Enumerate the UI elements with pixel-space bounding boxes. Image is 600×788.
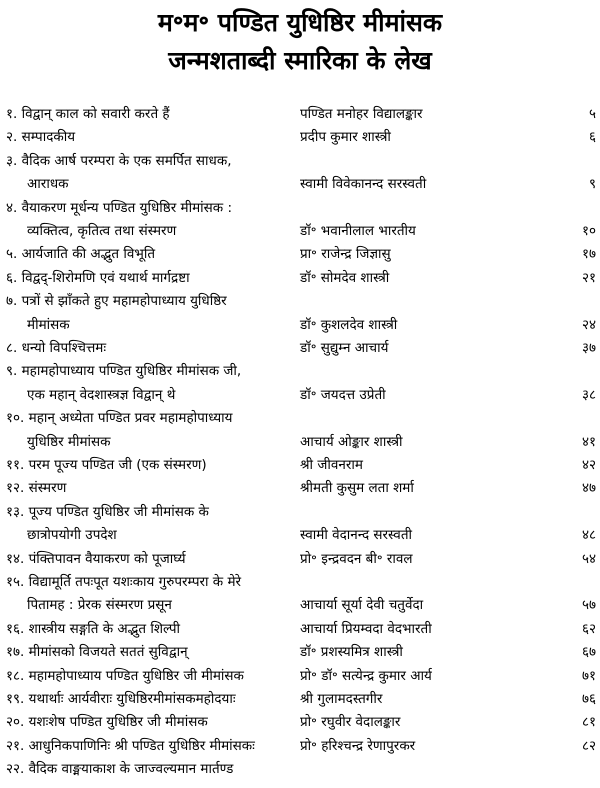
- article-title: ११. परम पूज्य पण्डित जी (एक संस्मरण): [6, 457, 207, 473]
- article-author: प्रा॰ राजेन्द्र जिज्ञासु: [300, 246, 391, 263]
- article-author: डॉ॰ भवानीलाल भारतीय: [300, 223, 416, 239]
- article-title: ४. वैयाकरण मूर्धन्य पण्डित युधिष्ठिर मीमांसक :: [6, 199, 233, 216]
- list-item: [0, 313, 600, 337]
- article-title: ९. महामहोपाध्याय पण्डित युधिष्ठिर मीमांसक जी,: [6, 363, 242, 380]
- article-author: प्रो॰ इन्द्रवदन बी॰ रावल: [300, 550, 413, 567]
- article-author: डॉ॰ सोमदेव शास्त्री: [300, 269, 390, 286]
- list-item: [0, 687, 600, 711]
- list-item: [0, 757, 600, 781]
- article-author: श्री गुलामदस्तगीर: [300, 691, 383, 707]
- article-title: १७. मीमांसको विजयते सततं सुविद्वान्: [6, 644, 188, 661]
- list-item: [0, 734, 600, 758]
- list-item: [0, 547, 600, 571]
- page-number: ४२: [581, 457, 596, 473]
- list-item: [0, 500, 600, 524]
- article-title: मीमांसक: [27, 316, 70, 333]
- list-item: [0, 617, 600, 641]
- page-number: ७१: [581, 667, 596, 684]
- list-item: [0, 664, 600, 688]
- article-author: प्रो॰ रघुवीर वेदालङ्कार: [300, 714, 401, 731]
- page-title: म॰म॰ पण्डित युधिष्ठिर मीमांसक: [157, 8, 443, 37]
- list-item: [0, 593, 600, 617]
- article-title: एक महान् वेदशास्त्रज्ञ विद्वान् थे: [27, 386, 176, 403]
- page-number: ५७: [581, 597, 596, 614]
- article-title: ८. धन्यो विपश्चित्तमः: [6, 340, 107, 356]
- article-title: १६. शास्त्रीय सङ्गति के अद्भुत शिल्पी: [6, 620, 181, 637]
- list-item: [0, 125, 600, 149]
- article-author: स्वामी विवेकानन्द सरस्वती: [300, 176, 427, 193]
- page-number: ७६: [581, 691, 596, 707]
- page-number: ३७: [581, 340, 596, 356]
- page-number: १०: [581, 223, 596, 239]
- page-number: ८२: [581, 737, 596, 754]
- list-item: [0, 430, 600, 454]
- list-item: [0, 149, 600, 173]
- article-author: श्रीमती कुसुम लता शर्मा: [300, 480, 414, 497]
- article-title: १. विद्वान् काल को सवारी करते हैं: [6, 106, 170, 122]
- page-subtitle: जन्मशताब्दी स्मारिका के लेख: [168, 46, 432, 75]
- article-title: ५. आर्यजाति की अद्भुत विभूति: [6, 246, 156, 263]
- article-title: २१. आधुनिकपाणिनिः श्री पण्डित युधिष्ठिर मीमांसकः: [6, 737, 255, 754]
- page-number: ९: [588, 176, 596, 193]
- list-item: [0, 172, 600, 196]
- list-item: [0, 289, 600, 313]
- article-title: व्यक्तित्व, कृतित्व तथा संस्मरण: [27, 223, 177, 239]
- article-author: स्वामी वेदानन्द सरस्वती: [300, 527, 413, 544]
- article-author: आचार्या प्रियम्वदा वेदभारती: [300, 620, 432, 637]
- article-title: २. सम्पादकीय: [6, 129, 76, 146]
- article-title: १९. यथार्थाः आर्यवीराः युधिष्ठिरमीमांसकमहोदयाः: [6, 691, 236, 707]
- article-author: डॉ॰ सुद्युम्न आचार्य: [300, 340, 389, 356]
- list-item: [0, 476, 600, 500]
- list-item: [0, 219, 600, 243]
- page-number: ६२: [581, 620, 596, 637]
- article-title: १८. महामहोपाध्याय पण्डित युधिष्ठिर जी मीमांसक: [6, 667, 244, 684]
- page-number: ६: [588, 129, 596, 146]
- article-title: १४. पंक्तिपावन वैयाकरण को पूजार्घ्य: [6, 550, 186, 567]
- article-author: डॉ॰ जयदत्त उप्रेती: [300, 386, 386, 403]
- article-author: डॉ॰ कुशलदेव शास्त्री: [300, 316, 398, 333]
- page-number: ४७: [581, 480, 596, 497]
- page-number: १७: [581, 246, 596, 263]
- article-author: प्रो॰ डॉ॰ सत्येन्द्र कुमार आर्य: [300, 667, 432, 684]
- list-item: [0, 359, 600, 383]
- list-item: [0, 710, 600, 734]
- list-item: [0, 453, 600, 477]
- list-item: [0, 406, 600, 430]
- article-title: युधिष्ठिर मीमांसक: [27, 433, 111, 450]
- article-author: प्रदीप कुमार शास्त्री: [300, 129, 391, 146]
- page-number: ४१: [581, 433, 596, 450]
- article-title: ६. विद्वद्-शिरोमणि एवं यथार्थ मार्गद्रष्टा: [6, 269, 190, 286]
- page-number: ६७: [581, 644, 596, 661]
- article-title: १२. संस्मरण: [6, 480, 67, 497]
- page-number: ८१: [581, 714, 596, 731]
- page-number: २४: [581, 316, 596, 333]
- article-title: छात्रोपयोगी उपदेश: [27, 527, 117, 544]
- list-item: [0, 242, 600, 266]
- article-title: १०. महान् अध्येता पण्डित प्रवर महामहोपाध्याय: [6, 410, 233, 427]
- list-item: [0, 102, 600, 126]
- page-number: ५: [588, 106, 596, 122]
- list-item: [0, 383, 600, 407]
- article-author: पण्डित मनोहर विद्यालङ्कार: [300, 106, 423, 122]
- list-item: [0, 640, 600, 664]
- page-number: २१: [581, 269, 596, 286]
- article-author: आचार्या सूर्या देवी चतुर्वेदा: [300, 597, 424, 614]
- article-title: पितामह : प्रेरक संस्मरण प्रसून: [27, 597, 172, 614]
- article-author: प्रो॰ हरिश्चन्द्र रेणापुरकर: [300, 737, 416, 754]
- article-title: २०. यशःशेष पण्डित युधिष्ठिर जी मीमांसक: [6, 714, 208, 731]
- page-number: ५४: [581, 550, 596, 567]
- article-title: आराधक: [27, 176, 69, 193]
- article-author: श्री जीवनराम: [300, 457, 363, 473]
- article-author: डॉ॰ प्रशस्यमित्र शास्त्री: [300, 644, 403, 661]
- article-title: १३. पूज्य पण्डित युधिष्ठिर जी मीमांसक के: [6, 503, 209, 520]
- page-number: ४८: [581, 527, 596, 544]
- list-item: [0, 266, 600, 290]
- list-item: [0, 570, 600, 594]
- list-item: [0, 523, 600, 547]
- list-item: [0, 196, 600, 220]
- article-title: ३. वैदिक आर्ष परम्परा के एक समर्पित साधक,: [6, 152, 232, 169]
- article-title: २२. वैदिक वाङ्मयाकाश के जाज्वल्यमान मार्तण्ड: [6, 761, 234, 778]
- article-title: १५. विद्यामूर्ति तपःपूत यशःकाय गुरुपरम्परा के मेरे: [6, 574, 242, 590]
- article-title: ७. पत्रों से झाँकते हुए महामहोपाध्याय युधिष्ठिर: [6, 293, 227, 310]
- article-author: आचार्य ओङ्कार शास्त्री: [300, 433, 403, 450]
- list-item: [0, 336, 600, 360]
- page-number: ३८: [581, 386, 596, 403]
